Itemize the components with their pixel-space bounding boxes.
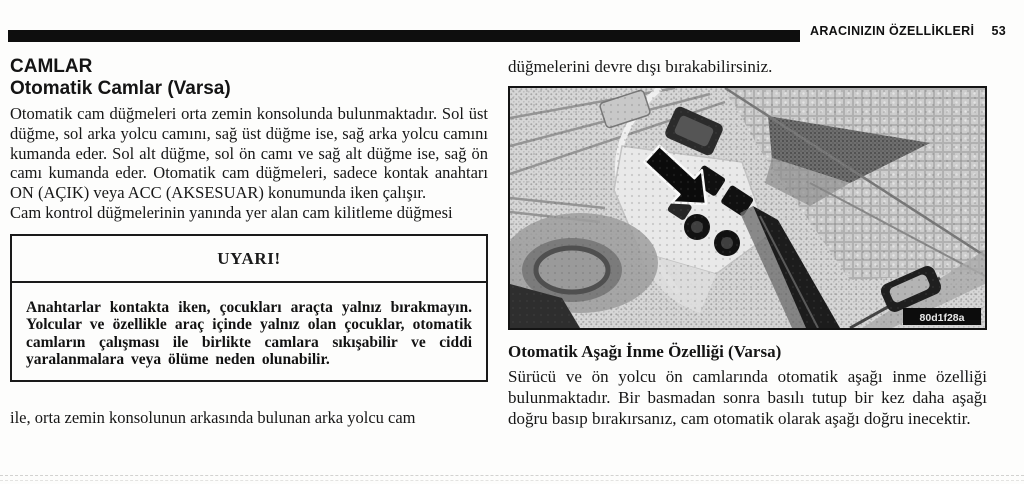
page-number: 53	[991, 24, 1006, 38]
figure-code-badge	[903, 308, 981, 325]
warning-title: UYARI!	[12, 236, 486, 283]
halftone-noise-overlay	[510, 88, 985, 328]
paragraph-auto-windows: Otomatik cam düğmeleri orta zemin konsolunda bulunmaktadır. Sol üst düğme, sol arka yolcu camını, sağ üst düğme ise, sağ arka yolcu camını kumanda eder. Sol alt düğme, sol ön camı ve sağ alt düğme ise, sağ ön camı kumanda eder. Otomatik cam düğmeleri, sadece kontak anahtarı ON (AÇIK) veya ACC (AKSESUAR) konumunda iken çalışır.	[10, 104, 488, 203]
console-photo-illustration	[510, 88, 985, 328]
figure-code-label: 80d1f28a	[919, 312, 965, 324]
running-header-title: ARACINIZIN ÖZELLİKLERİ	[810, 24, 975, 38]
section-title: CAMLAR	[10, 56, 93, 77]
paragraph-disable-switches: düğmelerini devre dışı bırakabilirsiniz.	[508, 57, 773, 76]
paragraph-auto-down: Sürücü ve ön yolcu ön camlarında otomatik aşağı inme özelliği bulunmaktadır. Bir basmadan sonra basılı tutup bir kez daha aşağı doğru basıp bırakırsanız, cam otomatik olarak aşağı doğru inecektir.	[508, 367, 987, 428]
subsection-title-auto-down: Otomatik Aşağı İnme Özelliği (Varsa)	[508, 342, 782, 361]
page-header	[810, 24, 1006, 38]
paragraph-window-lock-intro: Cam kontrol düğmelerinin yanında yer alan cam kilitleme düğmesi	[10, 202, 453, 222]
footer-rule-secondary	[0, 480, 1024, 481]
paragraph-window-lock-continued: ile, orta zemin konsolunun arkasında bulunan arka yolcu cam	[10, 408, 416, 428]
header-rule	[8, 30, 800, 42]
subsection-title-windows: Otomatik Camlar (Varsa)	[10, 78, 231, 99]
warning-box	[10, 234, 488, 383]
warning-text: Anahtarlar kontakta iken, çocukları araçta yalnız bırakmayın. Yolcular ve özellikle araç içinde yalnız olan çocuklar, otomatik camların çalışması ile birlikte camlara sıkışabilir ve ciddi yaralanmalara veya ölüme neden olunabilir.	[26, 298, 472, 368]
console-photo-figure	[508, 86, 987, 330]
left-column	[10, 56, 488, 428]
footer-rule	[0, 475, 1024, 476]
right-column	[508, 56, 987, 429]
